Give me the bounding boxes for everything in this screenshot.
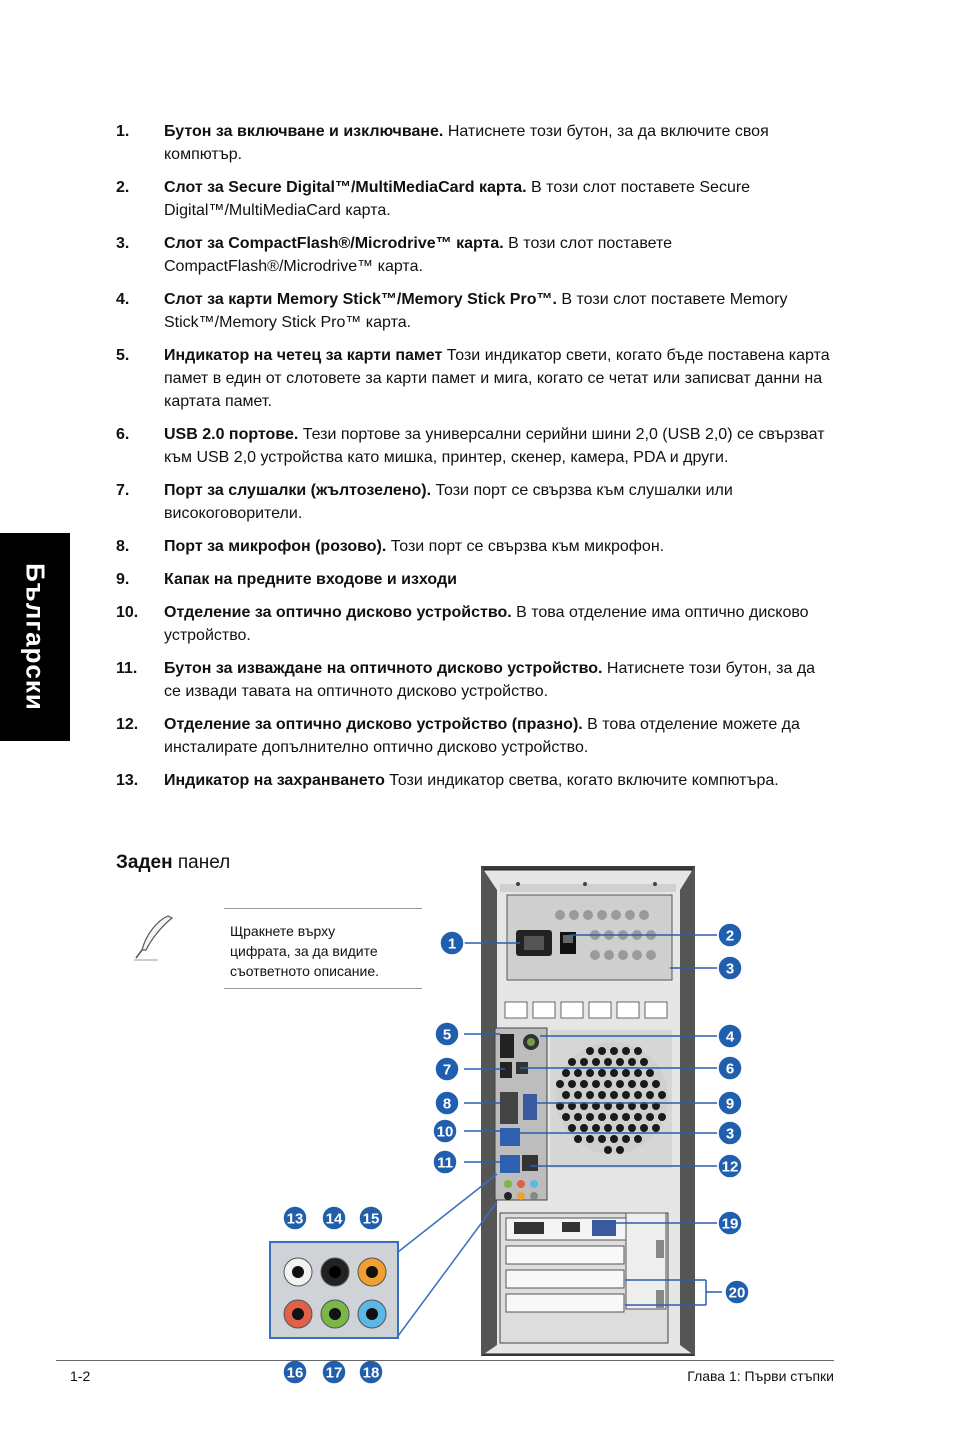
item-title: Слот за карти Memory Stick™/Memory Stick Pro™. — [164, 291, 557, 308]
item-title: Бутон за изваждане на оптичното дисково устройство. — [164, 660, 603, 677]
callout-badge[interactable] — [435, 1091, 459, 1115]
callout-number[interactable]: 11 — [437, 1154, 453, 1172]
callout-number[interactable]: 17 — [325, 1364, 343, 1382]
fan-hole — [556, 1080, 564, 1088]
item-description: Натиснете този бутон, за да включите своя компютър. — [164, 123, 769, 163]
item-title: Порт за микрофон (розово). — [164, 538, 387, 555]
callout-number[interactable]: 13 — [286, 1210, 304, 1228]
fan-hole — [640, 1080, 648, 1088]
fan-hole — [598, 1113, 606, 1121]
callout-number[interactable]: 2 — [725, 927, 735, 945]
fan-hole — [616, 1124, 624, 1132]
callout-number[interactable]: 20 — [728, 1284, 746, 1302]
section-heading-bold: Заден — [116, 852, 173, 873]
fan-hole — [604, 1080, 612, 1088]
item-title: Индикатор на четец за карти памет — [164, 347, 443, 364]
fan-hole — [634, 1091, 642, 1099]
item-title: Капак на предните входове и изходи — [164, 571, 457, 588]
item-title: Слот за Secure Digital™/MultiMediaCard карта. — [164, 179, 527, 196]
item-description: В този слот поставете Memory Stick™/Memory Stick Pro™ карта. — [164, 291, 788, 331]
fan-hole — [652, 1124, 660, 1132]
callout-number[interactable]: 3 — [725, 960, 735, 978]
fan-hole — [586, 1047, 594, 1055]
fan-hole — [592, 1080, 600, 1088]
fan-hole — [622, 1113, 630, 1121]
fan-hole — [568, 1124, 576, 1132]
item-title: Слот за CompactFlash®/Microdrive™ карта. — [164, 235, 504, 252]
callout-number[interactable]: 8 — [442, 1095, 452, 1113]
callout-number[interactable]: 9 — [725, 1095, 735, 1113]
fan-hole — [580, 1124, 588, 1132]
item-description: В този слот поставете Secure Digital™/MultiMediaCard карта. — [164, 179, 751, 219]
fan-hole — [574, 1135, 582, 1143]
callout-badge[interactable] — [283, 1360, 307, 1384]
fan-hole — [610, 1047, 618, 1055]
footer-rule — [56, 1360, 834, 1361]
callout-badge[interactable] — [433, 1119, 457, 1143]
fan-hole — [610, 1113, 618, 1121]
fan-hole — [568, 1080, 576, 1088]
fan-hole — [562, 1113, 570, 1121]
fan-hole — [640, 1124, 648, 1132]
fan-hole — [646, 1091, 654, 1099]
fan-hole — [586, 1069, 594, 1077]
callout-badge[interactable] — [359, 1206, 383, 1230]
fan-hole — [592, 1124, 600, 1132]
fan-hole — [634, 1113, 642, 1121]
item-number: 8. — [116, 538, 130, 555]
item-title: Порт за слушалки (жълтозелено). — [164, 482, 432, 499]
fan-hole — [616, 1058, 624, 1066]
fan-hole — [598, 1047, 606, 1055]
callout-number[interactable]: 12 — [721, 1158, 739, 1176]
fan-hole — [610, 1135, 618, 1143]
note-line: Щракнете върху — [230, 923, 336, 939]
fan-hole — [610, 1091, 618, 1099]
item-number: 7. — [116, 482, 130, 499]
item-number: 11. — [116, 660, 138, 677]
callout-number[interactable]: 10 — [436, 1123, 454, 1141]
fan-hole — [622, 1069, 630, 1077]
item-description: В това отделение можете да инсталирате допълнително оптично дисково устройство. — [164, 716, 800, 756]
callout-badge[interactable] — [718, 1024, 742, 1048]
callout-number[interactable]: 3 — [725, 1125, 735, 1143]
fan-hole — [586, 1135, 594, 1143]
fan-hole — [562, 1069, 570, 1077]
item-description: В това отделение има оптично дисково устройство. — [164, 604, 809, 644]
item-title: Отделение за оптично дисково устройство (празно). — [164, 716, 583, 733]
fan-hole — [598, 1091, 606, 1099]
item-description: Този индикатор светва, когато включите компютъра. — [384, 772, 779, 789]
callout-number[interactable]: 1 — [447, 935, 457, 953]
fan-hole — [658, 1113, 666, 1121]
fan-hole — [604, 1124, 612, 1132]
fan-hole — [646, 1069, 654, 1077]
item-description: Тези портове за универсални серийни шини 2,0 (USB 2,0) се свързват към USB 2,0 устройства като мишка, принтер, скенер, камера, PDA и други. — [164, 426, 825, 466]
item-description: Този порт се свързва към слушалки или високоговорители. — [164, 482, 733, 522]
fan-hole — [568, 1058, 576, 1066]
callout-number[interactable]: 4 — [725, 1028, 735, 1046]
fan-hole — [598, 1069, 606, 1077]
callout-badge[interactable] — [718, 1056, 742, 1080]
note-line: цифрата, за да видите — [230, 943, 378, 959]
fan-hole — [574, 1113, 582, 1121]
item-description: В този слот поставете CompactFlash®/Microdrive™ карта. — [164, 235, 673, 275]
fan-hole — [604, 1146, 612, 1154]
fan-hole — [634, 1135, 642, 1143]
item-title: Бутон за включване и изключване. — [164, 123, 444, 140]
fan-hole — [574, 1091, 582, 1099]
rear-fan-grill — [550, 1030, 672, 1168]
item-number: 2. — [116, 179, 130, 196]
item-title: Отделение за оптично дисково устройство. — [164, 604, 512, 621]
fan-hole — [634, 1047, 642, 1055]
item-number: 6. — [116, 426, 130, 443]
callout-number[interactable]: 14 — [325, 1210, 343, 1228]
callout-badge[interactable] — [322, 1360, 346, 1384]
fan-hole — [592, 1058, 600, 1066]
item-description: Натиснете този бутон, за да се извади тавата на оптичното дисково устройство. — [164, 660, 816, 700]
fan-hole — [604, 1058, 612, 1066]
item-description: Този индикатор свети, когато бъде поставена карта памет в един от слотовете за карти памет и мига, когато се четат или записват данни на картата памет. — [164, 347, 830, 410]
io-shield — [495, 1028, 547, 1200]
fan-hole — [562, 1091, 570, 1099]
page-number: 1-2 — [70, 1368, 91, 1384]
chapter-title: Глава 1: Първи стъпки — [687, 1368, 834, 1384]
fan-hole — [628, 1080, 636, 1088]
item-number: 1. — [116, 123, 130, 140]
callout-badge[interactable] — [440, 931, 464, 955]
callout-number[interactable]: 6 — [725, 1060, 735, 1078]
callout-badge[interactable] — [435, 1057, 459, 1081]
fan-hole — [640, 1058, 648, 1066]
callout-badge[interactable] — [718, 1154, 742, 1178]
fan-hole — [580, 1058, 588, 1066]
fan-hole — [622, 1135, 630, 1143]
callout-number[interactable]: 19 — [721, 1215, 739, 1233]
callout-badge[interactable] — [283, 1206, 307, 1230]
expansion-slots — [500, 1213, 668, 1343]
callout-badge[interactable] — [359, 1360, 383, 1384]
fan-hole — [658, 1091, 666, 1099]
callout-badge[interactable] — [718, 923, 742, 947]
callout-badge[interactable] — [435, 1022, 459, 1046]
callout-badge[interactable] — [433, 1150, 457, 1174]
fan-hole — [634, 1069, 642, 1077]
item-description: Този порт се свързва към микрофон. — [386, 538, 665, 555]
callout-badge[interactable] — [725, 1280, 749, 1304]
callout-number[interactable]: 16 — [286, 1364, 304, 1382]
fan-hole — [610, 1069, 618, 1077]
fan-hole — [616, 1080, 624, 1088]
callout-badge[interactable] — [322, 1206, 346, 1230]
item-number: 4. — [116, 291, 130, 308]
item-title: USB 2.0 портове. — [164, 426, 299, 443]
fan-hole — [652, 1080, 660, 1088]
callout-number[interactable]: 7 — [442, 1061, 452, 1079]
callout-badge[interactable] — [718, 1211, 742, 1235]
callout-number[interactable]: 5 — [442, 1026, 452, 1044]
item-number: 9. — [116, 571, 130, 588]
fan-hole — [574, 1069, 582, 1077]
fan-hole — [622, 1091, 630, 1099]
callout-number[interactable]: 18 — [362, 1364, 380, 1382]
callout-badge[interactable] — [718, 1091, 742, 1115]
fan-hole — [616, 1146, 624, 1154]
fan-hole — [628, 1058, 636, 1066]
fan-hole — [622, 1047, 630, 1055]
fan-hole — [580, 1080, 588, 1088]
callout-badge[interactable] — [718, 956, 742, 980]
audio-zoom — [270, 1174, 497, 1338]
note-line: съответното описание. — [230, 963, 379, 979]
item-number: 5. — [116, 347, 130, 364]
fan-hole — [628, 1124, 636, 1132]
item-number: 12. — [116, 716, 139, 733]
item-title: Индикатор на захранването — [164, 772, 385, 789]
fan-hole — [586, 1091, 594, 1099]
fan-hole — [586, 1113, 594, 1121]
section-heading-rest: панел — [172, 852, 231, 873]
power-supply — [507, 895, 672, 980]
item-number: 13. — [116, 772, 139, 789]
language-label: Български — [20, 563, 51, 711]
item-number: 10. — [116, 604, 139, 621]
callout-number[interactable]: 15 — [362, 1210, 380, 1228]
callout-badge[interactable] — [718, 1121, 742, 1145]
item-number: 3. — [116, 235, 130, 252]
fan-hole — [598, 1135, 606, 1143]
fan-hole — [646, 1113, 654, 1121]
